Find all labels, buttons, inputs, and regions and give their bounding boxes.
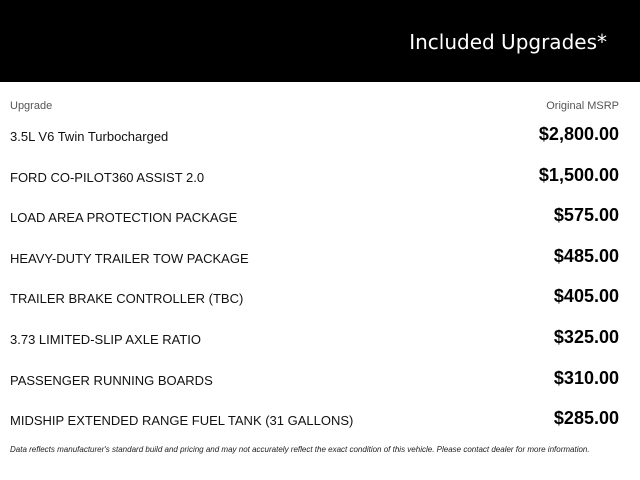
upgrade-name: 3.5L V6 Twin Turbocharged	[10, 129, 169, 144]
table-row	[0, 277, 640, 318]
upgrade-price: $310.00	[553, 367, 619, 388]
upgrade-name: HEAVY-DUTY TRAILER TOW PACKAGE	[10, 250, 249, 266]
upgrade-name: TRAILER BRAKE CONTROLLER (TBC)	[10, 291, 244, 307]
upgrade-price: $575.00	[553, 205, 619, 226]
table-row	[0, 156, 640, 197]
table-row	[0, 359, 640, 400]
upgrade-price: $285.00	[553, 408, 619, 429]
upgrade-name: FORD CO-PILOT360 ASSIST 2.0	[10, 169, 205, 185]
header-bar	[0, 0, 640, 82]
upgrade-price: $485.00	[553, 245, 619, 266]
upgrade-price: $2,800.00	[538, 124, 619, 144]
upgrade-price: $405.00	[553, 286, 619, 307]
upgrade-name: LOAD AREA PROTECTION PACKAGE	[10, 210, 238, 226]
table-row	[0, 399, 640, 440]
upgrade-name: 3.73 LIMITED-SLIP AXLE RATIO	[10, 331, 201, 347]
upgrade-name: PASSENGER RUNNING BOARDS	[10, 372, 213, 388]
table-row	[0, 196, 640, 237]
upgrade-price: $1,500.00	[538, 164, 619, 185]
upgrade-name: MIDSHIP EXTENDED RANGE FUEL TANK (31 GALLONS)	[10, 413, 354, 429]
table-row	[0, 115, 640, 156]
page-title: Included Upgrades*	[409, 30, 607, 54]
column-header-upgrade: Upgrade	[10, 100, 53, 112]
disclaimer-text: Data reflects manufacturer's standard build and pricing and may not accurately reflect the exact condition of this vehicle. Please contact dealer for more information.	[10, 445, 590, 454]
column-header-msrp: Original MSRP	[546, 100, 619, 112]
table-row	[0, 318, 640, 359]
upgrade-price: $325.00	[553, 326, 619, 347]
table-row	[0, 237, 640, 278]
upgrades-table	[0, 115, 640, 440]
